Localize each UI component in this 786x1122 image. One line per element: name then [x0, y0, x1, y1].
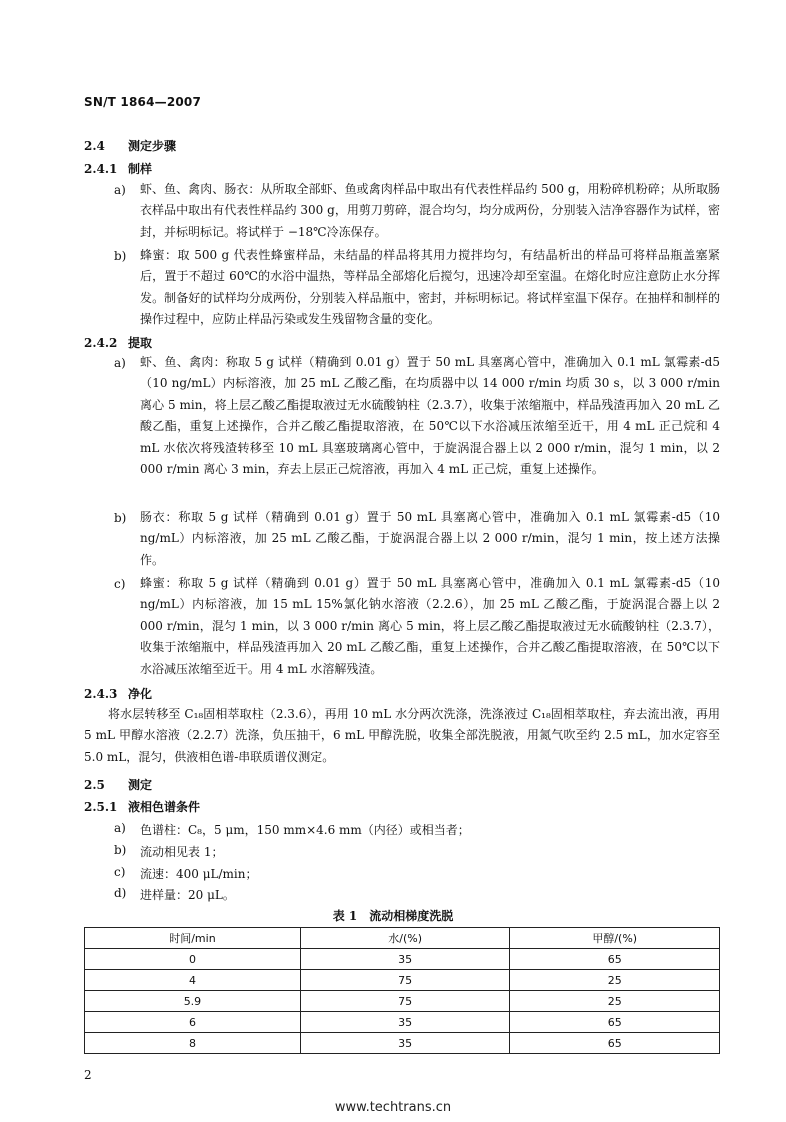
section-2-4-3-heading	[84, 685, 152, 702]
column-header-methanol: 甲醇/(%)	[510, 928, 720, 949]
page-number: 2	[84, 1068, 92, 1082]
section-title: 净化	[128, 687, 153, 701]
list-label-a: a)	[114, 356, 126, 370]
table-cell: 75	[300, 991, 510, 1012]
section-title: 测定步骤	[128, 139, 177, 153]
table-cell: 35	[300, 1012, 510, 1033]
list-label-b: b)	[114, 511, 127, 525]
section-2-4-1-heading	[84, 160, 152, 177]
section-title: 测定	[128, 778, 153, 792]
section-2-4-2-heading	[84, 334, 152, 351]
column-header-water: 水/(%)	[300, 928, 510, 949]
table-cell: 8	[85, 1033, 301, 1054]
list-label-c: c)	[114, 577, 126, 591]
table-cell: 6	[85, 1012, 301, 1033]
table-cell: 75	[300, 970, 510, 991]
table-row	[85, 1033, 720, 1054]
table-cell: 25	[510, 991, 720, 1012]
column-header-time: 时间/min	[85, 928, 301, 949]
lc-condition-injection-volume: 进样量：20 μL。	[140, 888, 235, 902]
sample-prep-b-text: 蜂蜜：取 500 g 代表性蜂蜜样品，未结晶的样品将其用力搅拌均匀，有结晶析出的样品可将样品瓶盖塞紧后，置于不超过 60℃的水浴中温热，等样品全部熔化后搅匀，迅速冷却至室温。在熔化时应注意防止水分挥发。制备好的试样均分成两份，分别装入样品瓶中，密封，并标明标记。将试样室温下保存。在抽样和制样的操作过程中，应防止样品污染或发生残留物含量的变化。	[140, 248, 720, 327]
lc-condition-mobile-phase: 流动相见表 1；	[140, 845, 224, 859]
section-number: 2.4.3	[84, 687, 118, 701]
table-cell: 65	[510, 949, 720, 970]
sample-prep-a-text: 虾、鱼、禽肉、肠衣：从所取全部虾、鱼或禽肉样品中取出有代表性样品约 500 g，用粉碎机粉碎；从所取肠衣样品中取出有代表性样品约 300 g，用剪刀剪碎，混合均匀，均分成两份，分别装入洁净容器作为试样，密封，并标明标记。将试样于 −18℃冷冻保存。	[140, 182, 720, 239]
section-title: 液相色谱条件	[128, 800, 201, 814]
list-label-a: a)	[114, 821, 126, 835]
lc-condition-flow-rate: 流速：400 μL/min；	[140, 867, 258, 881]
extraction-b-text: 肠衣：称取 5 g 试样（精确到 0.01 g）置于 50 mL 具塞离心管中，准确加入 0.1 mL 氯霉素-d5（10 ng/mL）内标溶液，加 25 mL 乙酸乙酯，于旋涡混合器上以 2 000 r/min，混匀 1 min，按上述方法操作。	[140, 510, 720, 567]
table-cell: 35	[300, 949, 510, 970]
section-number: 2.4.1	[84, 162, 118, 176]
list-label-a: a)	[114, 183, 126, 197]
table-cell: 65	[510, 1033, 720, 1054]
table-row	[85, 991, 720, 1012]
list-label-b: b)	[114, 843, 127, 857]
table-cell: 65	[510, 1012, 720, 1033]
table-cell: 5.9	[85, 991, 301, 1012]
table-row	[85, 1012, 720, 1033]
document-code: SN/T 1864—2007	[84, 95, 202, 109]
lc-condition-column: 色谱柱：C₈，5 μm，150 mm×4.6 mm（内径）或相当者；	[140, 823, 470, 837]
table-header-row	[85, 928, 720, 949]
extraction-c-text: 蜂蜜：称取 5 g 试样（精确到 0.01 g）置于 50 mL 具塞离心管中，准确加入 0.1 mL 氯霉素-d5（10 ng/mL）内标溶液，加 15 mL 15%氯化钠水溶液（2.2.6），加 25 mL 乙酸乙酯，于旋涡混合器上以 2 000 r/min，混匀 1 min，以 3 000 r/min 离心 5 min，将上层乙酸乙酯提取液过无水硫酸钠柱（2.3.7），收集于浓缩瓶中，样品残渣再加入 20 mL 乙酸乙酯，重复上述操作，合并乙酸乙酯提取溶液，在 50℃以下水浴减压浓缩至近干。用 4 mL 水溶解残渣。	[140, 576, 720, 676]
table-row	[85, 949, 720, 970]
gradient-table	[84, 927, 720, 1054]
table-cell: 4	[85, 970, 301, 991]
table-cell: 0	[85, 949, 301, 970]
section-2-4-heading	[84, 137, 176, 154]
section-2-5-heading	[84, 776, 152, 793]
extraction-a-text: 虾、鱼、禽肉：称取 5 g 试样（精确到 0.01 g）置于 50 mL 具塞离心管中，准确加入 0.1 mL 氯霉素-d5（10 ng/mL）内标溶液，加 25 mL 乙酸乙酯，在均质器中以 14 000 r/min 均质 30 s，以 3 000 r/min离心 5 min，将上层乙酸乙酯提取液过无水硫酸钠柱（2.3.7），收集于浓缩瓶中，样品残渣再加入 20 mL 乙酸乙酯，重复上述操作，合并乙酸乙酯提取溶液，在 50℃以下水浴减压浓缩至近干，用 4 mL 正己烷和 4 mL 水依次将残渣转移至 10 mL 具塞玻璃离心管中，于旋涡混合器上以 2 000 r/min，混匀 1 min，以 2 000 r/min 离心 3 min，弃去上层正己烷溶液，再加入 4 mL 正己烷，重复上述操作。	[140, 355, 720, 477]
footer-website: www.techtrans.cn	[334, 1100, 452, 1115]
table-caption: 表 1 流动相梯度洗脱	[332, 909, 454, 923]
section-number: 2.4	[84, 139, 105, 153]
table-row	[85, 970, 720, 991]
section-title: 提取	[128, 336, 153, 350]
section-2-5-1-heading	[84, 798, 200, 815]
section-number: 2.5	[84, 778, 105, 792]
section-number: 2.4.2	[84, 336, 118, 350]
list-label-c: c)	[114, 865, 126, 879]
table-cell: 35	[300, 1033, 510, 1054]
section-number: 2.5.1	[84, 800, 118, 814]
table-cell: 25	[510, 970, 720, 991]
list-label-b: b)	[114, 249, 127, 263]
section-title: 制样	[128, 162, 153, 176]
cleanup-text: 将水层转移至 C₁₈固相萃取柱（2.3.6），再用 10 mL 水分两次洗涤，洗涤液过 C₁₈固相萃取柱，弃去流出液，再用 5 mL 甲醇水溶液（2.2.7）洗涤，负压抽干，6 mL 甲醇洗脱，收集全部洗脱液，用氮气吹至约 2.5 mL，加水定容至 5.0 mL，混匀，供液相色谱-串联质谱仪测定。	[84, 707, 720, 764]
list-label-d: d)	[114, 886, 127, 900]
